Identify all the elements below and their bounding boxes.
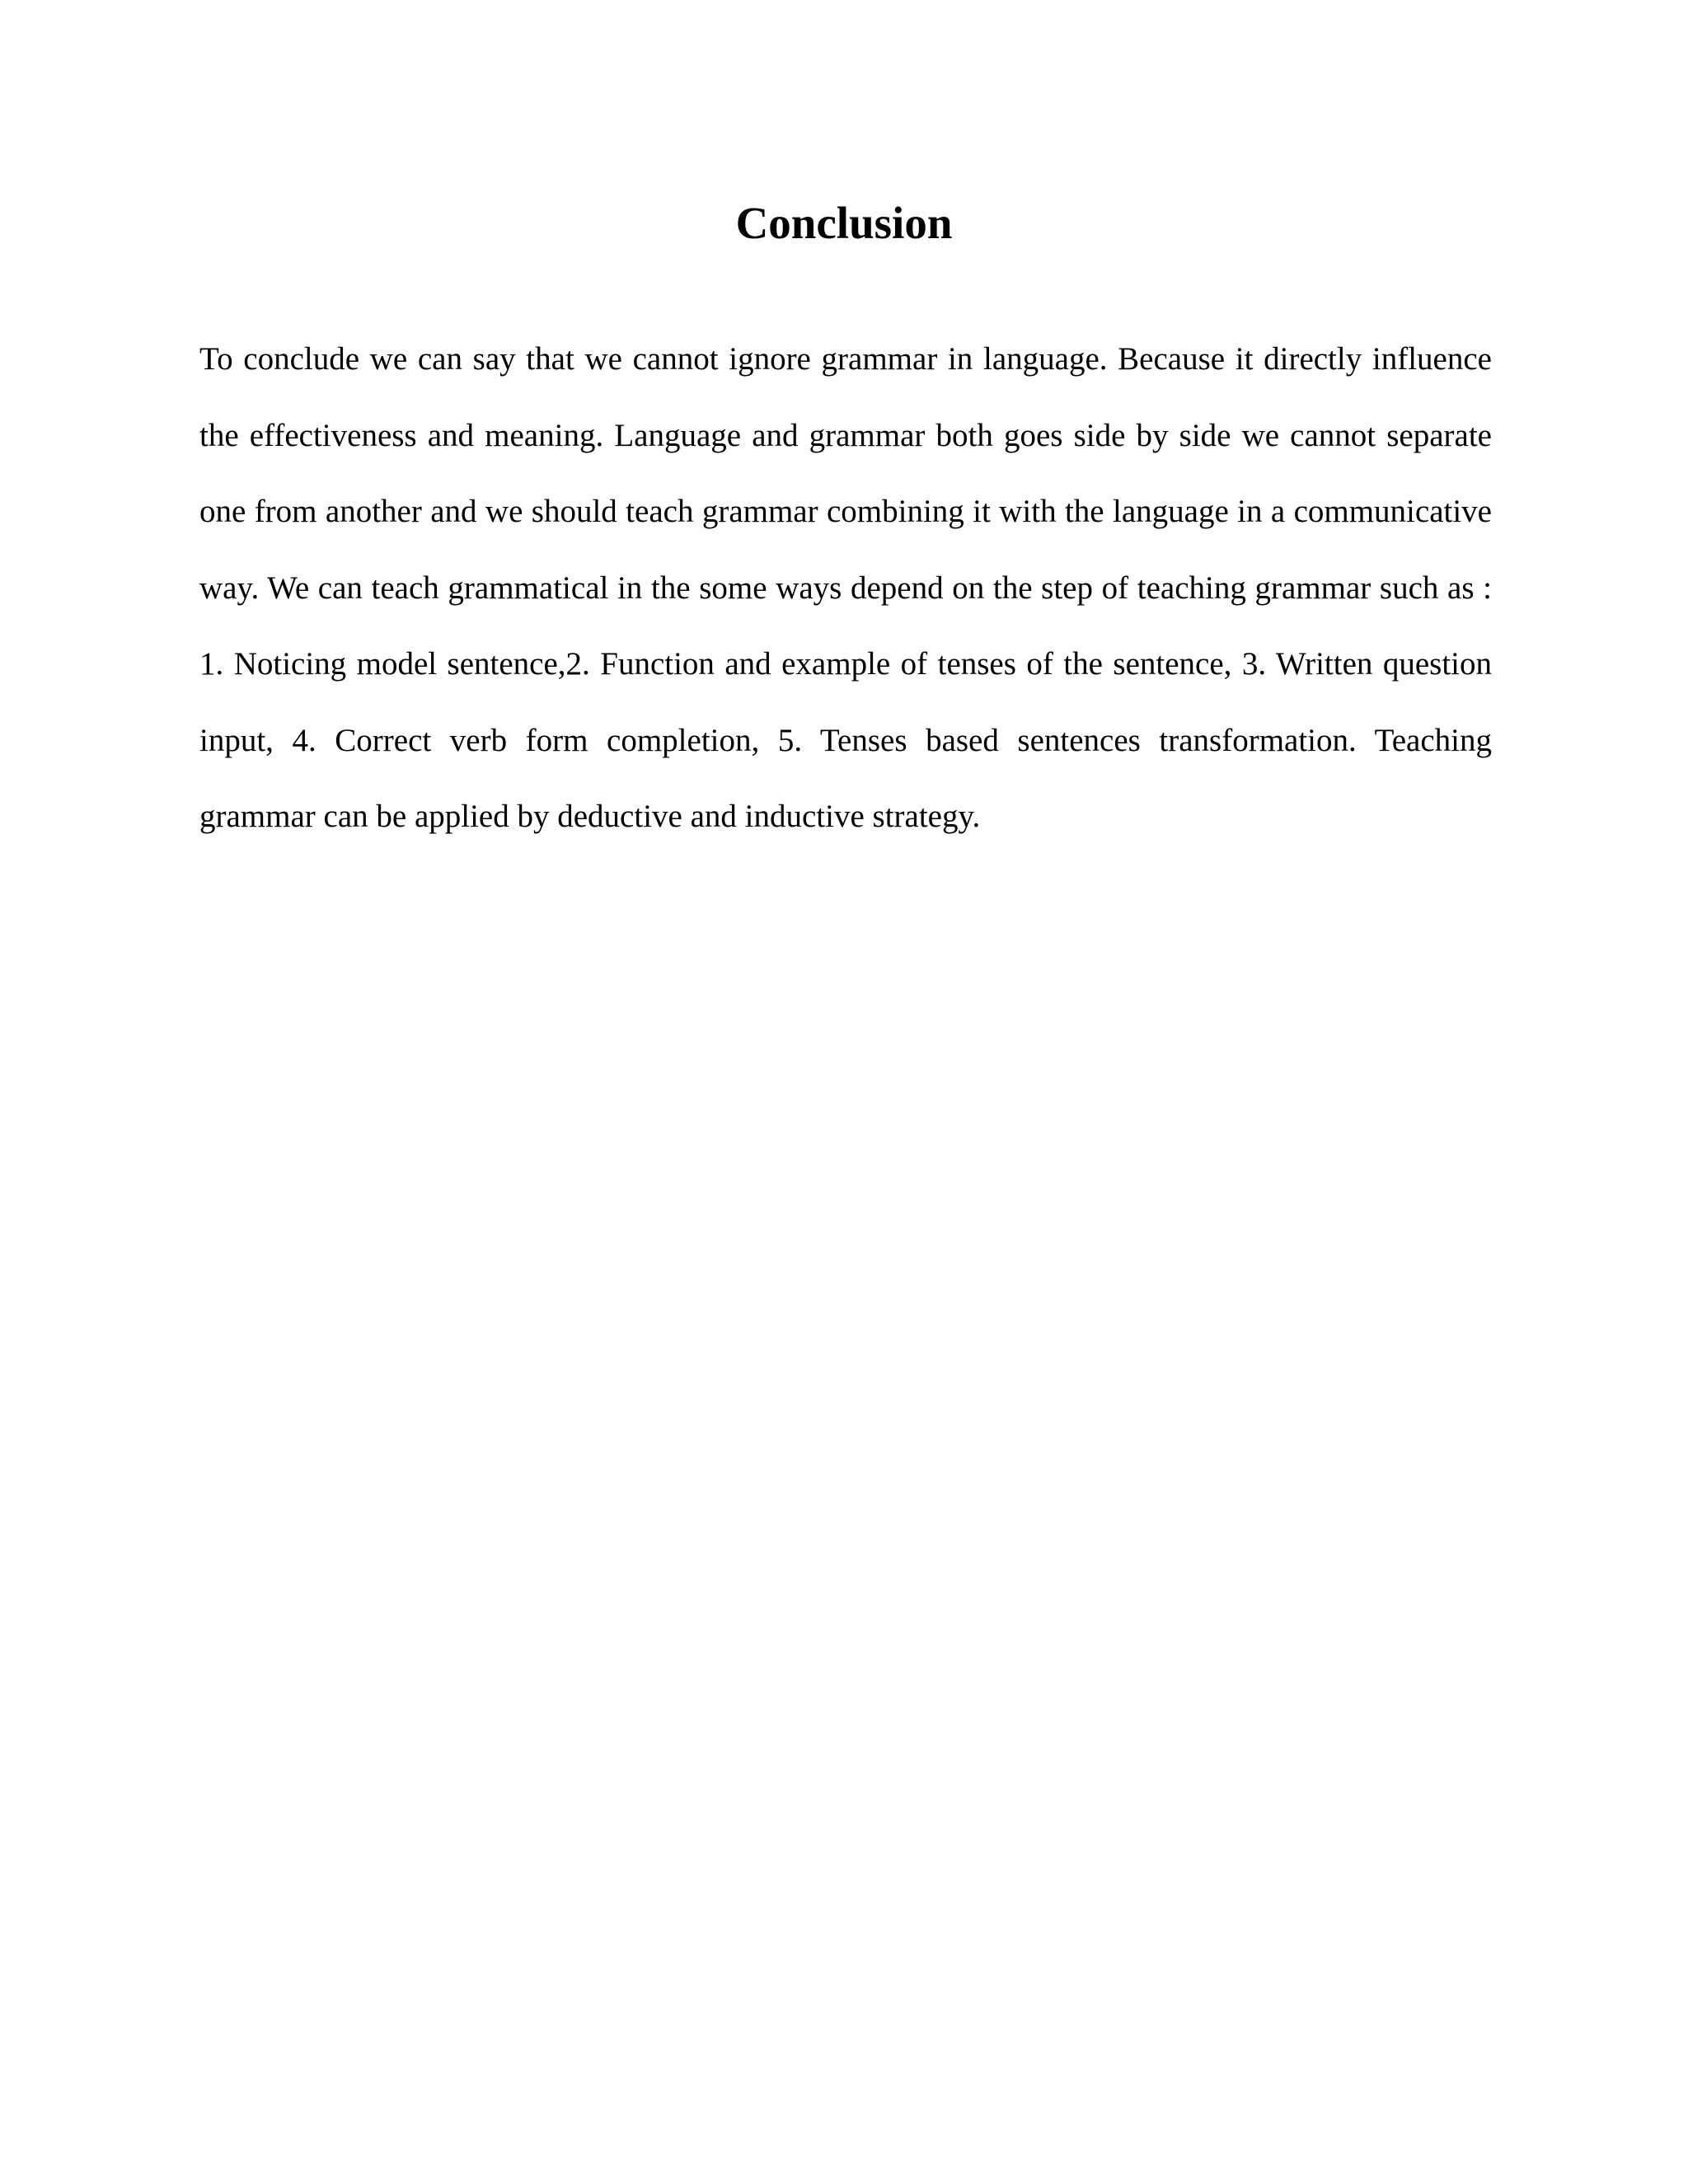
conclusion-paragraph: To conclude we can say that we cannot ignore grammar in language. Because it directly influence the effectiveness and meaning. Language and grammar both goes side by side we cannot separate one from another and we should teach grammar combining it with the language in a communicative way. We can teach grammatical in the some ways depend on the step of teaching grammar such as : 1. Noticing model sentence,2. Function and example of tenses of the sentence, 3. Written question input, 4. Correct verb form completion, 5. Tenses based sentences transformation. Teaching grammar can be applied by deductive and inductive strategy. xyxy=(199,341,1492,834)
page-title: Conclusion xyxy=(735,198,953,248)
